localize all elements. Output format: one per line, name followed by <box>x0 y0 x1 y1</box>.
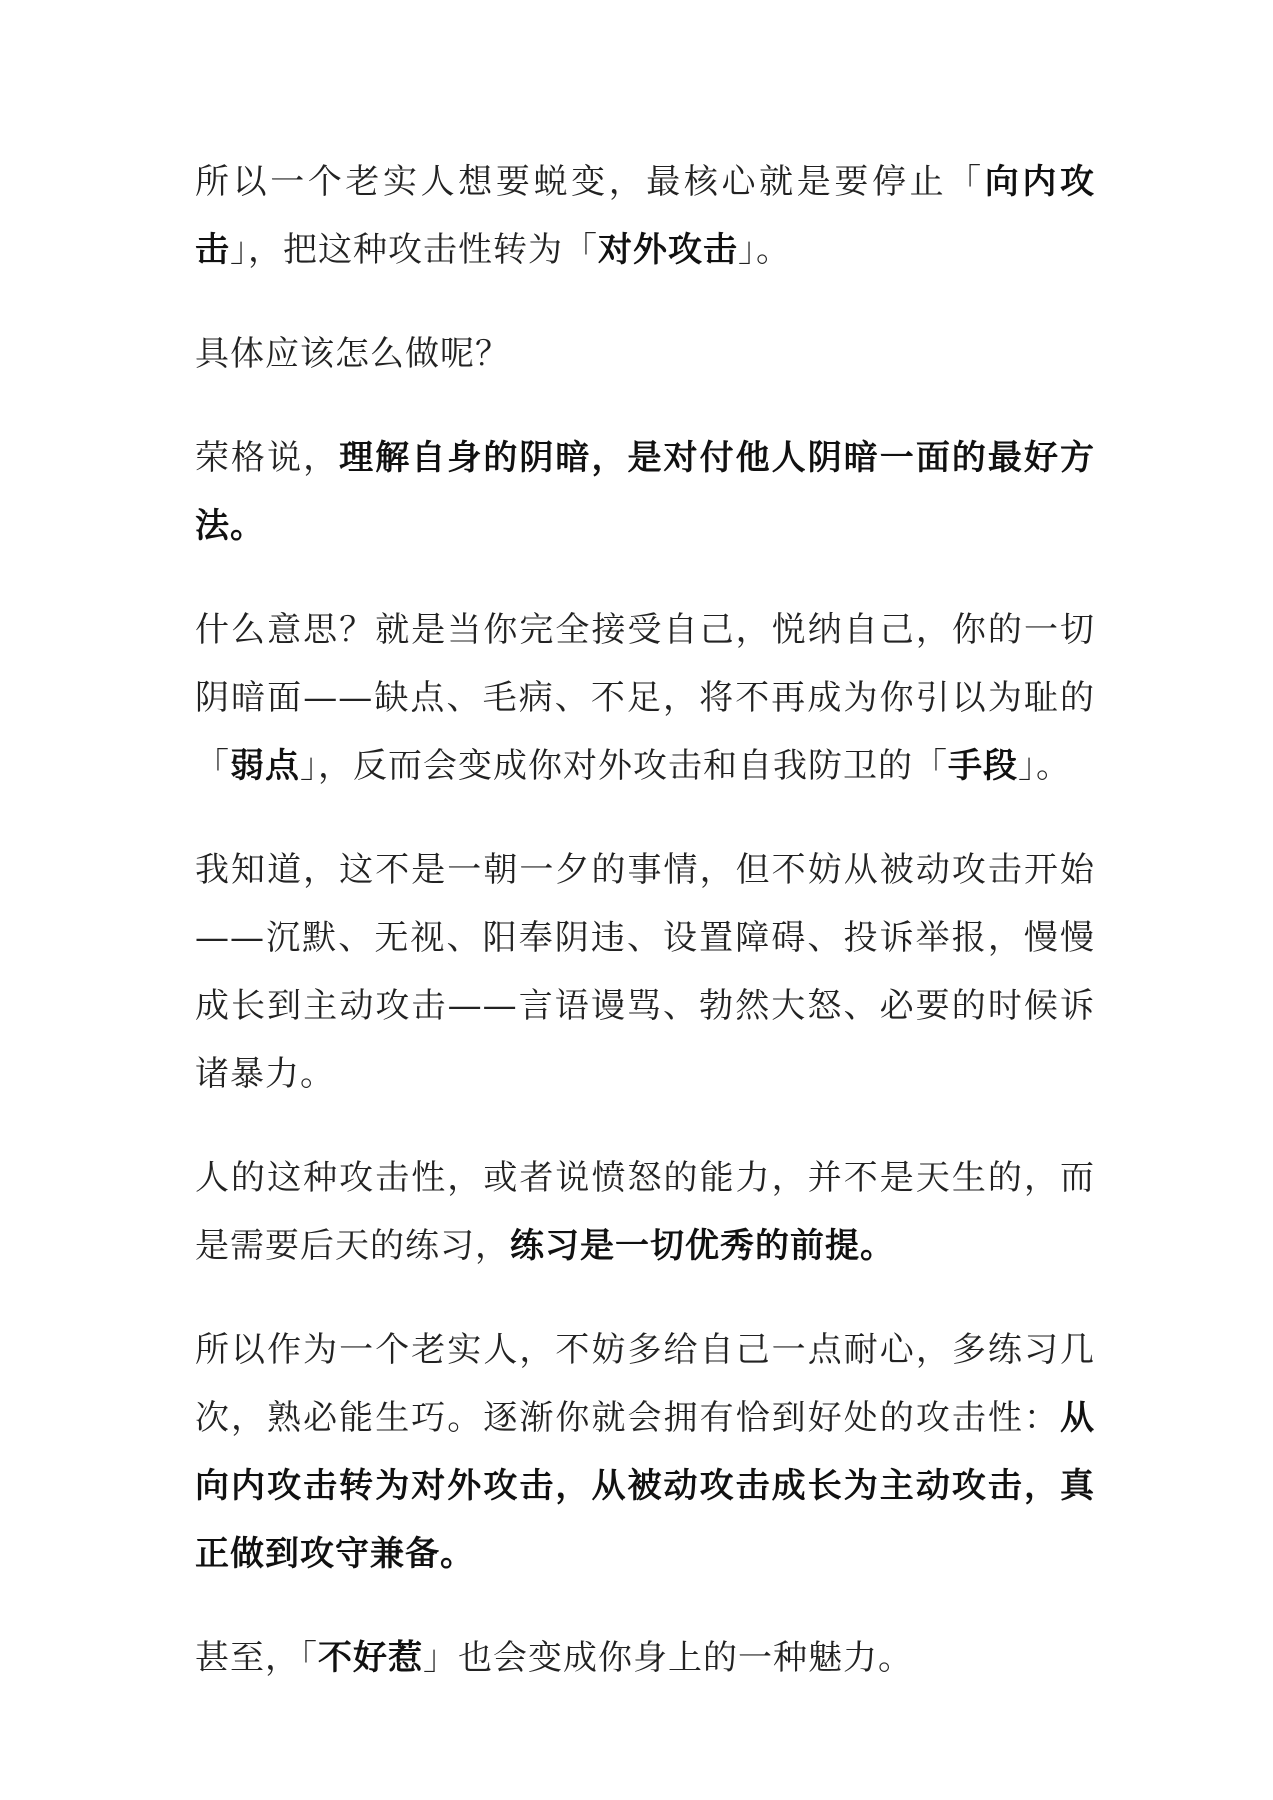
bold-text: 练习是一切优秀的前提。 <box>510 1226 895 1266</box>
bold-text: 对外攻击 <box>598 230 738 270</box>
paragraph-1 <box>195 148 1095 284</box>
text-run: 」也会变成你身上的一种魅力。 <box>423 1638 913 1678</box>
paragraph-2 <box>195 320 1095 388</box>
bold-text: 向内攻击 <box>195 162 1095 270</box>
bold-text: 手段 <box>948 746 1018 786</box>
paragraph-7 <box>195 1316 1095 1588</box>
text-run: 具体应该怎么做呢？ <box>195 334 510 374</box>
bold-text: 理解自身的阴暗，是对付他人阴暗一面的最好方法。 <box>195 438 1096 546</box>
text-run: 人的这种攻击性，或者说愤怒的能力，并不是天生的，而是需要后天的练习， <box>195 1158 1095 1266</box>
paragraph-4 <box>195 596 1095 800</box>
text-run: 所以作为一个老实人，不妨多给自己一点耐心，多练习几次，熟必能生巧。逐渐你就会拥有恰到好处的攻击性： <box>195 1330 1095 1438</box>
bold-text: 不好惹 <box>318 1638 423 1678</box>
paragraph-6 <box>195 1144 1095 1280</box>
text-run: 我知道，这不是一朝一夕的事情，但不妨从被动攻击开始——沉默、无视、阳奉阴违、设置障碍、投诉举报，慢慢成长到主动攻击——言语谩骂、勃然大怒、必要的时候诉诸暴力。 <box>195 850 1095 1094</box>
paragraph-3 <box>195 424 1095 560</box>
text-run: 」，反而会变成你对外攻击和自我防卫的「 <box>300 746 948 786</box>
text-run: 甚至，「 <box>195 1638 318 1678</box>
article-body <box>195 148 1095 1728</box>
text-run: 」。 <box>1018 746 1071 786</box>
bold-text: 从向内攻击转为对外攻击，从被动攻击成长为主动攻击，真正做到攻守兼备。 <box>195 1398 1095 1574</box>
text-run: 」，把这种攻击性转为「 <box>230 230 598 270</box>
text-run: 」。 <box>738 230 791 270</box>
paragraph-5 <box>195 836 1095 1108</box>
text-run: 所以一个老实人想要蜕变，最核心就是要停止「 <box>195 162 985 202</box>
paragraph-8 <box>195 1624 1095 1692</box>
text-run: 荣格说， <box>195 438 340 478</box>
text-run: 什么意思？就是当你完全接受自己，悦纳自己，你的一切阴暗面——缺点、毛病、不足，将不再成为你引以为耻的「 <box>195 610 1095 786</box>
bold-text: 弱点 <box>230 746 300 786</box>
